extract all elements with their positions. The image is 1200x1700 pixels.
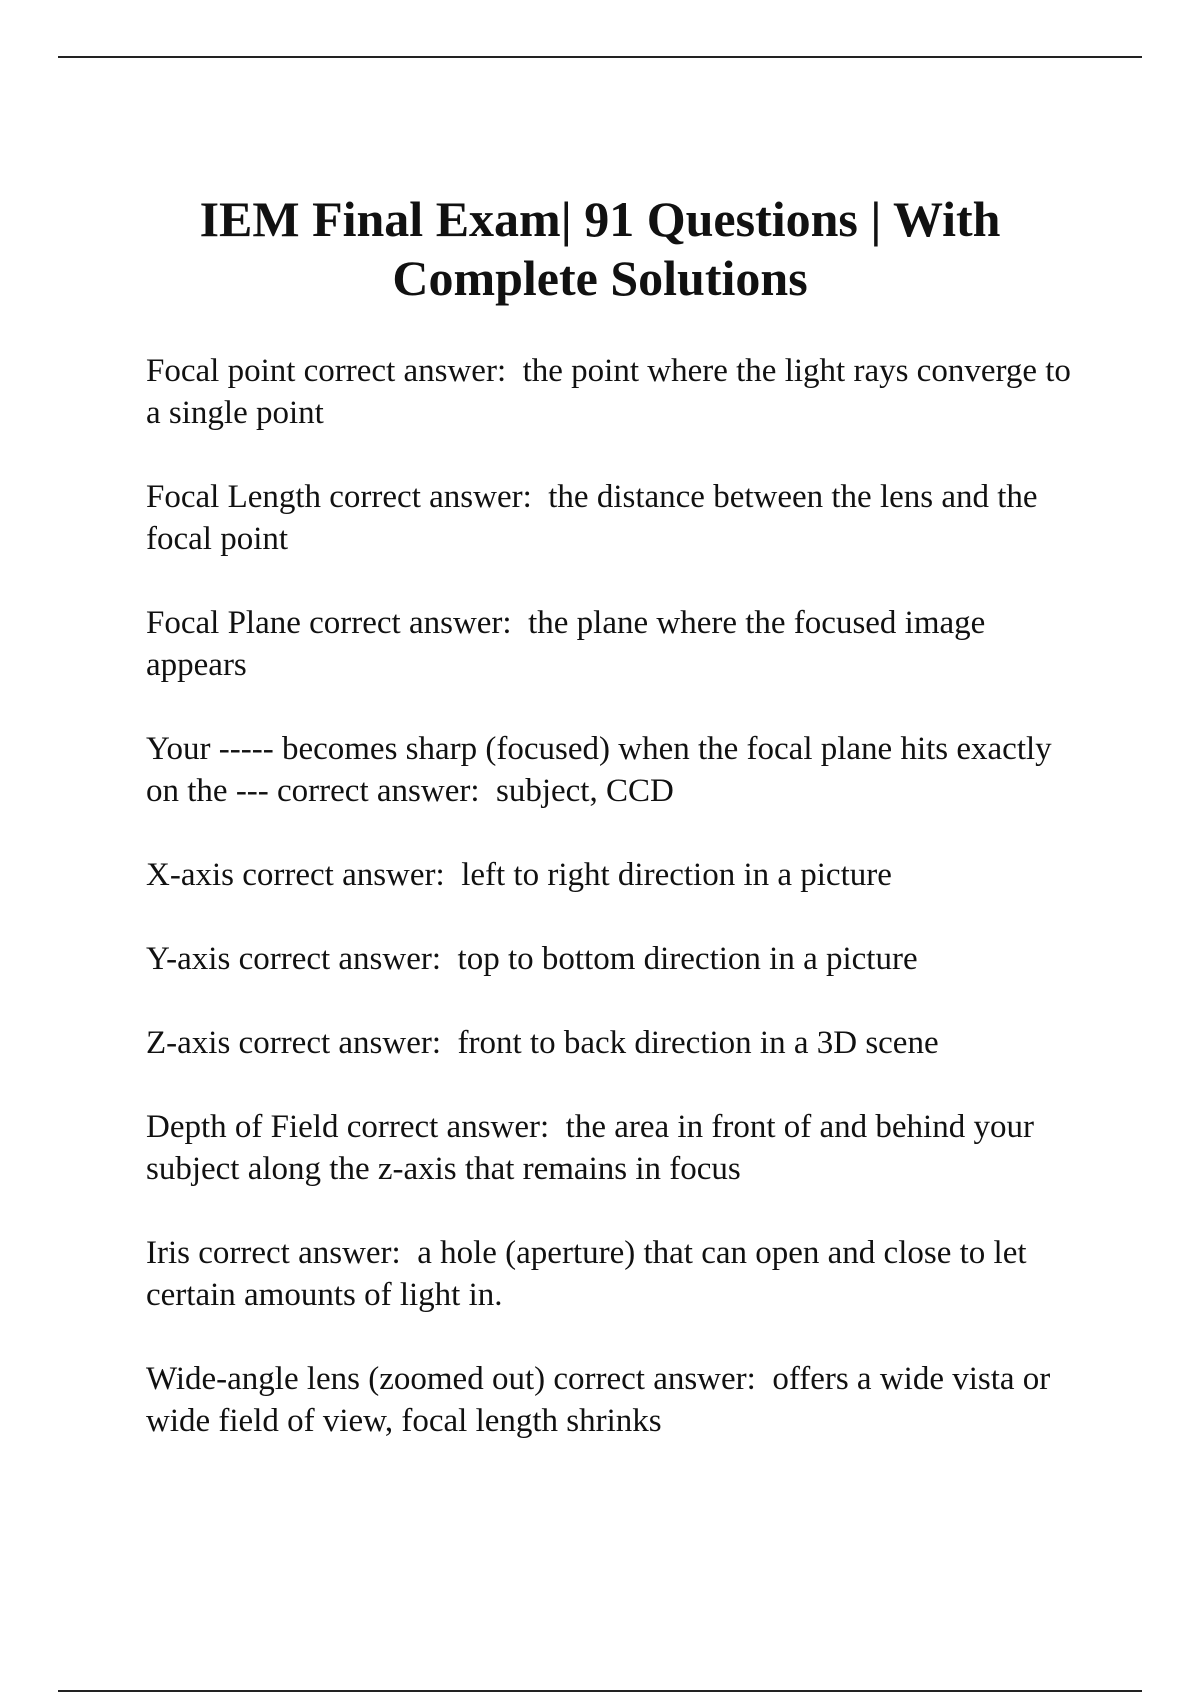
qa-item-x-axis: X-axis correct answer: left to right direction in a picture bbox=[146, 857, 892, 893]
qa-list bbox=[146, 350, 1081, 1484]
qa-item-focal-length: Focal Length correct answer: the distance between the lens and the focal point bbox=[146, 479, 1046, 557]
qa-item-focal-plane: Focal Plane correct answer: the plane where the focused image appears bbox=[146, 605, 994, 683]
qa-item-sharp-focus: Your ----- becomes sharp (focused) when the focal plane hits exactly on the --- correct answer: subject, CCD bbox=[146, 731, 1060, 809]
qa-item-depth-of-field: Depth of Field correct answer: the area in front of and behind your subject along the z-axis that remains in focus bbox=[146, 1109, 1043, 1187]
qa-item-wide-angle-lens: Wide-angle lens (zoomed out) correct answer: offers a wide vista or wide field of view, focal length shrinks bbox=[146, 1361, 1059, 1439]
qa-item-y-axis: Y-axis correct answer: top to bottom direction in a picture bbox=[146, 941, 918, 977]
qa-item-focal-point: Focal point correct answer: the point where the light rays converge to a single point bbox=[146, 353, 1080, 431]
qa-item-z-axis: Z-axis correct answer: front to back direction in a 3D scene bbox=[146, 1025, 939, 1061]
top-divider bbox=[58, 56, 1142, 58]
bottom-divider bbox=[58, 1690, 1142, 1692]
qa-item-iris: Iris correct answer: a hole (aperture) that can open and close to let certain amounts of light in. bbox=[146, 1235, 1035, 1313]
document-title: IEM Final Exam| 91 Questions | With Complete Solutions bbox=[199, 191, 1001, 306]
